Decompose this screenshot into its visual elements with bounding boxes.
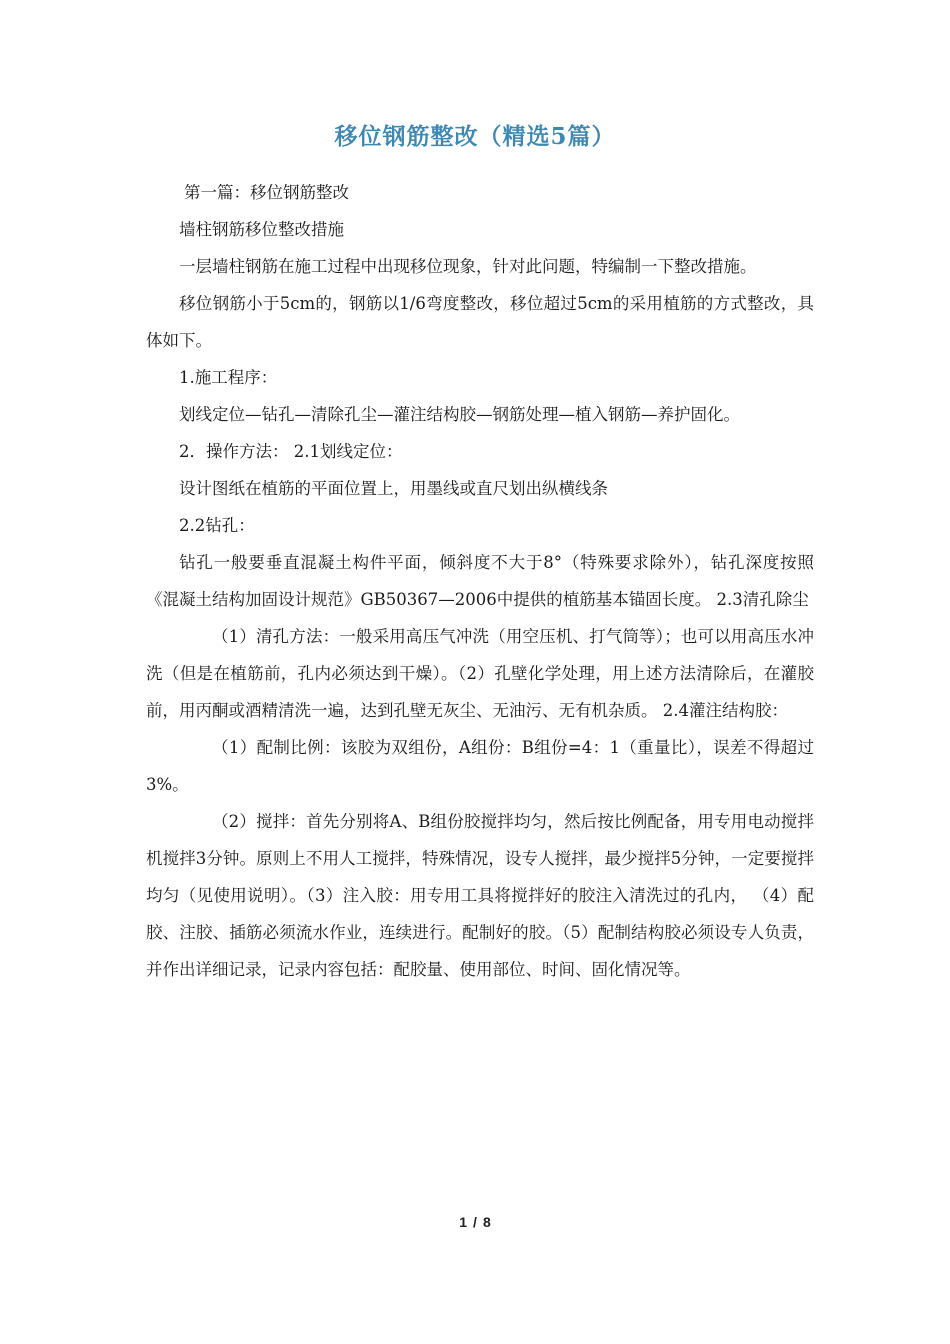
- paragraph-drilling: 钻孔一般要垂直混凝土构件平面，倾斜度不大于8°（特殊要求除外），钻孔深度按照《混凝土结构加固设计规范》GB50367—2006中提供的植筋基本锚固长度。 2.3清孔除尘: [146, 553, 814, 609]
- paragraph-cleaning: （1）清孔方法：一般采用高压气冲洗（用空压机、打气筒等）；也可以用高压水冲洗（但是在植筋前，孔内必须达到干燥）。（2）孔壁化学处理，用上述方法清除后，在灌胶前，用丙酮或酒精清洗一遍，达到孔壁无灰尘、无油污、无有机杂质。 2.4灌注结构胶：: [146, 627, 814, 720]
- paragraph-mixing: （2）搅拌：首先分别将A、B组份胶搅拌均匀，然后按比例配备，用专用电动搅拌机搅拌3分钟。原则上不用人工搅拌，特殊情况，设专人搅拌，最少搅拌5分钟，一定要搅拌均匀（见使用说明）。（3）注入胶：用专用工具将搅拌好的胶注入清洗过的孔内， （4）配胶、注胶、插筋必须流水作业，连续进行。配制好的胶。（5）配制结构胶必须设专人负责，并作出详细记录，记录内容包括：配胶量、使用部位、时间、固化情况等。: [146, 812, 814, 979]
- document-body: [146, 174, 814, 988]
- subsection-heading: 墙柱钢筋移位整改措施: [179, 220, 344, 239]
- page-number: [0, 1214, 950, 1230]
- total-pages: 8: [482, 1214, 491, 1230]
- page-separator: /: [473, 1214, 477, 1230]
- paragraph-ratio: （1）配制比例：该胶为双组份，A组份：B组份=4：1（重量比），误差不得超过3%。: [146, 738, 814, 794]
- section-heading: 第一篇：移位钢筋整改: [183, 183, 349, 202]
- step-heading-operation: 2．操作方法： 2.1划线定位：: [179, 442, 403, 461]
- current-page: 1: [459, 1214, 468, 1230]
- page-title: 移位钢筋整改（精选5篇）: [334, 123, 616, 150]
- paragraph-procedure: 划线定位—钻孔—清除孔尘—灌注结构胶—钢筋处理—植入钢筋—养护固化。: [179, 405, 740, 424]
- step-heading-drilling: 2.2钻孔：: [179, 516, 255, 535]
- paragraph-method: 移位钢筋小于5cm的，钢筋以1/6弯度整改，移位超过5cm的采用植筋的方式整改，具体如下。: [146, 294, 814, 350]
- paragraph-intro: 一层墙柱钢筋在施工过程中出现移位现象，针对此问题，特编制一下整改措施。: [179, 257, 757, 276]
- step-heading-procedure: 1.施工程序：: [179, 368, 278, 387]
- paragraph-marking: 设计图纸在植筋的平面位置上，用墨线或直尺划出纵横线条: [179, 479, 608, 498]
